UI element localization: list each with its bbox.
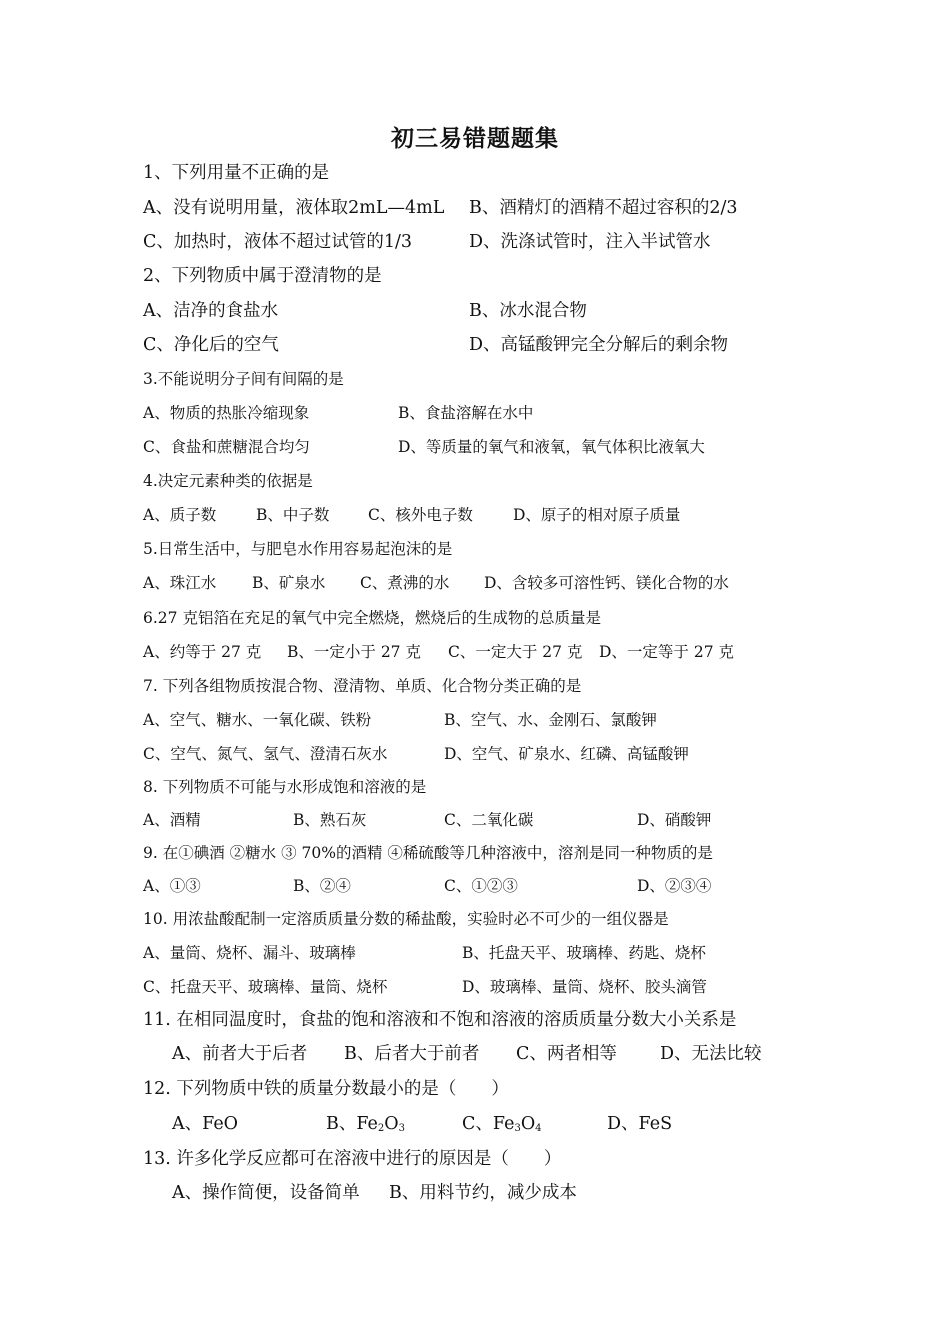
question-5-option-d: D、含较多可溶性钙、镁化合物的水 — [484, 574, 729, 592]
question-4-stem: 4.决定元素种类的依据是 — [143, 472, 313, 490]
question-11-option-b: B、后者大于前者 — [344, 1044, 480, 1064]
question-7-option-c: C、空气、氮气、氢气、澄清石灰水 — [143, 745, 388, 763]
question-11-option-c: C、两者相等 — [516, 1044, 617, 1064]
question-5-option-c: C、煮沸的水 — [360, 574, 450, 592]
option-c-prefix: C、Fe — [462, 1114, 515, 1134]
question-3-stem: 3.不能说明分子间有间隔的是 — [143, 370, 344, 388]
subscript: 2 — [377, 1123, 385, 1134]
question-10-option-c: C、托盘天平、玻璃棒、量筒、烧杯 — [143, 978, 388, 996]
question-9-stem: 9. 在①碘酒 ②糖水 ③ 70%的酒精 ④稀硫酸等几种溶液中，溶剂是同一种物质的是 — [143, 844, 713, 862]
question-9-option-d: D、②③④ — [637, 877, 712, 895]
question-5-option-b: B、矿泉水 — [252, 574, 326, 592]
question-11-option-a: A、前者大于后者 — [172, 1044, 308, 1064]
question-8-stem: 8. 下列物质不可能与水形成饱和溶液的是 — [143, 778, 427, 796]
question-3-option-d: D、等质量的氧气和液氧，氧气体积比液氧大 — [398, 438, 705, 456]
question-10-option-b: B、托盘天平、玻璃棒、药匙、烧杯 — [462, 944, 706, 962]
question-3-option-c: C、食盐和蔗糖混合均匀 — [143, 438, 310, 456]
question-1-option-c: C、加热时，液体不超过试管的1/3 — [143, 232, 413, 252]
question-13-stem: 13. 许多化学反应都可在溶液中进行的原因是（ ） — [143, 1149, 562, 1169]
subscript: 3 — [514, 1123, 521, 1134]
question-2-option-c: C、净化后的空气 — [143, 335, 279, 355]
oxygen-symbol: O — [520, 1114, 536, 1134]
question-12-option-c — [462, 1116, 542, 1134]
question-8-option-d: D、硝酸钾 — [637, 811, 712, 829]
question-10-option-d: D、玻璃棒、量筒、烧杯、胶头滴管 — [462, 978, 707, 996]
option-b-prefix: B、Fe — [326, 1114, 378, 1134]
question-2-option-a: A、洁净的食盐水 — [143, 301, 279, 321]
question-6-option-a: A、约等于 27 克 — [143, 643, 262, 661]
question-10-stem: 10. 用浓盐酸配制一定溶质质量分数的稀盐酸，实验时必不可少的一组仪器是 — [143, 910, 669, 928]
question-7-option-d: D、空气、矿泉水、红磷、高锰酸钾 — [444, 745, 689, 763]
question-4-option-b: B、中子数 — [256, 506, 330, 524]
question-12-option-b — [326, 1116, 405, 1134]
question-1-option-b: B、酒精灯的酒精不超过容积的2/3 — [469, 198, 738, 218]
question-2-option-d: D、高锰酸钾完全分解后的剩余物 — [469, 335, 729, 355]
document-title: 初三易错题题集 — [391, 125, 559, 152]
question-1-option-a: A、没有说明用量，液体取2mL—4mL — [143, 198, 445, 218]
question-11-stem: 11. 在相同温度时，食盐的饱和溶液和不饱和溶液的溶质质量分数大小关系是 — [143, 1010, 737, 1030]
question-6-option-d: D、一定等于 27 克 — [599, 643, 735, 661]
question-1-option-d: D、洗涤试管时，注入半试管水 — [469, 232, 711, 252]
question-2-stem: 2、下列物质中属于澄清物的是 — [143, 266, 382, 286]
question-8-option-a: A、酒精 — [143, 811, 201, 829]
question-8-option-b: B、熟石灰 — [293, 811, 367, 829]
question-6-option-c: C、一定大于 27 克 — [448, 643, 583, 661]
oxygen-symbol: O — [384, 1114, 399, 1134]
question-12-option-d: D、FeS — [607, 1114, 673, 1134]
question-10-option-a: A、量筒、烧杯、漏斗、玻璃棒 — [143, 944, 356, 962]
question-3-option-a: A、物质的热胀冷缩现象 — [143, 404, 310, 422]
question-7-option-a: A、空气、糖水、一氧化碳、铁粉 — [143, 711, 372, 729]
question-12-stem: 12. 下列物质中铁的质量分数最小的是（ ） — [143, 1079, 509, 1099]
question-5-stem: 5.日常生活中，与肥皂水作用容易起泡沫的是 — [143, 540, 453, 558]
question-6-stem: 6.27 克铝箔在充足的氧气中完全燃烧，燃烧后的生成物的总质量是 — [143, 609, 601, 627]
question-9-option-a: A、①③ — [143, 877, 201, 895]
question-4-option-c: C、核外电子数 — [368, 506, 473, 524]
question-7-stem: 7. 下列各组物质按混合物、澄清物、单质、化合物分类正确的是 — [143, 677, 582, 695]
question-7-option-b: B、空气、水、金刚石、氯酸钾 — [444, 711, 657, 729]
question-13-option-b: B、用料节约，减少成本 — [389, 1183, 577, 1203]
question-3-option-b: B、食盐溶解在水中 — [398, 404, 534, 422]
question-6-option-b: B、一定小于 27 克 — [287, 643, 421, 661]
question-12-option-a: A、FeO — [172, 1114, 239, 1134]
question-9-option-b: B、②④ — [293, 877, 351, 895]
question-2-option-b: B、冰水混合物 — [469, 301, 587, 321]
subscript: 3 — [398, 1123, 406, 1134]
question-8-option-c: C、二氧化碳 — [444, 811, 534, 829]
question-13-option-a: A、操作简便，设备简单 — [172, 1183, 360, 1203]
question-1-stem: 1、下列用量不正确的是 — [143, 163, 330, 183]
question-5-option-a: A、珠江水 — [143, 574, 217, 592]
question-9-option-c: C、①②③ — [444, 877, 518, 895]
question-4-option-a: A、质子数 — [143, 506, 217, 524]
question-11-option-d: D、无法比较 — [660, 1044, 762, 1064]
question-4-option-d: D、原子的相对原子质量 — [513, 506, 681, 524]
subscript: 4 — [535, 1123, 542, 1134]
